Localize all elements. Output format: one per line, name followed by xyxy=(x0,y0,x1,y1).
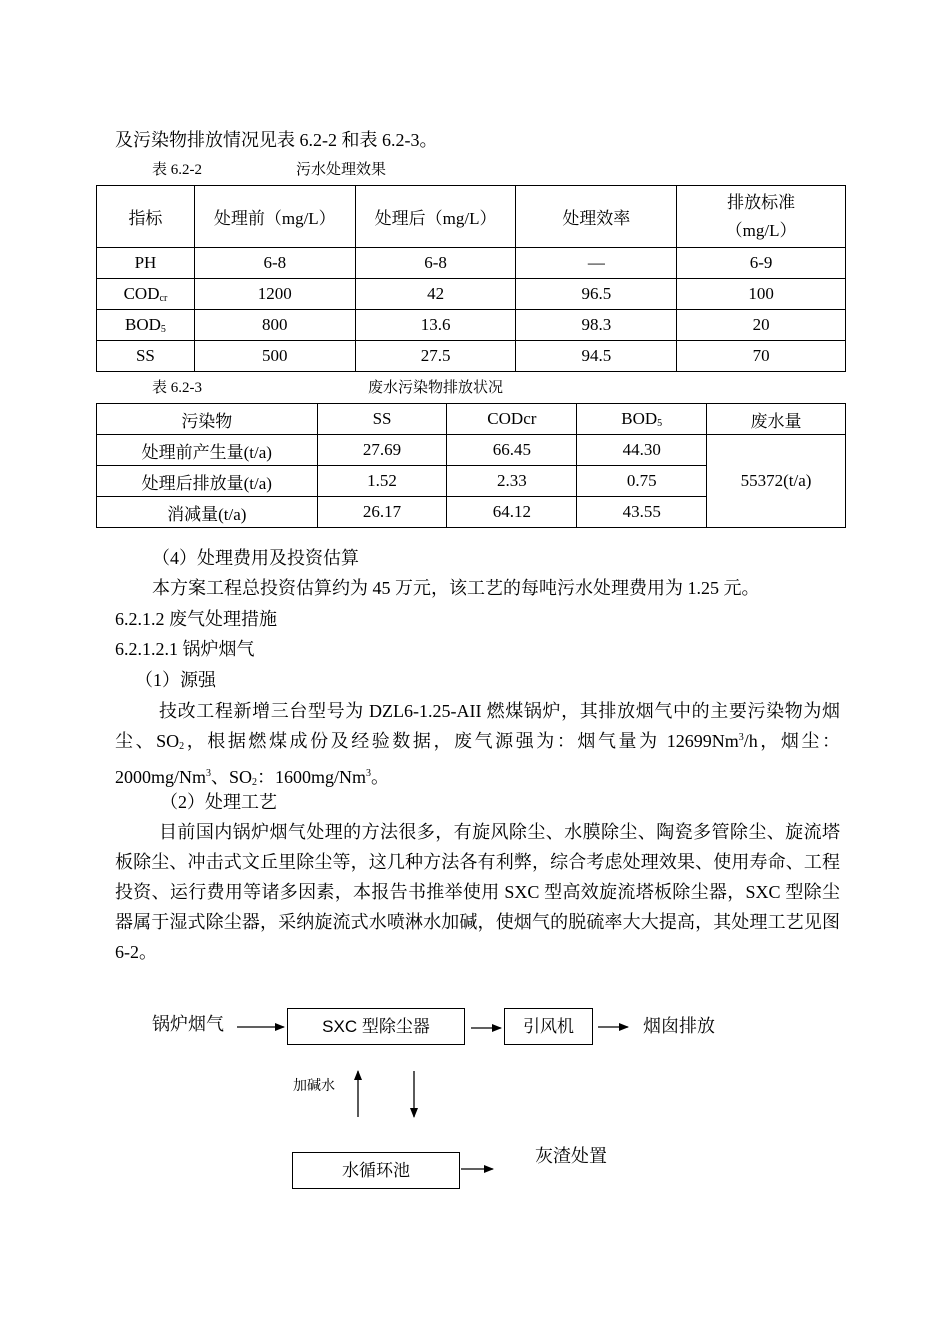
table1-header-indicator: 指标 xyxy=(97,186,195,248)
table2-cell-label: 消减量(t/a) xyxy=(97,497,318,528)
table2-cell-ss: 26.17 xyxy=(317,497,447,528)
table2-header-water: 废水量 xyxy=(707,404,846,435)
flow-input-label: 锅炉烟气 xyxy=(152,1014,224,1034)
cost-paragraph: 本方案工程总投资估算约为 45 万元，该工艺的每吨污水处理费用为 1.25 元。 xyxy=(152,578,760,598)
source-heading: （1）源强 xyxy=(135,670,216,690)
so2-subscript: 2 xyxy=(179,741,185,752)
table1-cell-efficiency: 98.3 xyxy=(516,310,677,341)
so2-subscript: 2 xyxy=(252,777,258,788)
source-text-2: ，根据燃煤成份及经验数据，废气源强为：烟气量为 12699Nm xyxy=(184,731,739,751)
flow-fan-box: 引风机 xyxy=(504,1008,593,1045)
table2-cell-ss: 27.69 xyxy=(317,435,447,466)
table1-cell-standard: 100 xyxy=(677,279,846,310)
table1-cell-efficiency: 94.5 xyxy=(516,341,677,372)
table1-cell-before: 6-8 xyxy=(194,248,355,279)
table1-cell-before: 1200 xyxy=(194,279,355,310)
indicator-name: PH xyxy=(134,253,157,272)
nm3-superscript: 3 xyxy=(738,732,744,743)
table1-header-after: 处理后（mg/L） xyxy=(355,186,516,248)
table1-cell-after: 42 xyxy=(355,279,516,310)
table2-caption-number: 表 6.2-3 xyxy=(152,380,202,396)
source-text-6: 。 xyxy=(371,767,390,787)
table2-cell-bod: 0.75 xyxy=(577,466,707,497)
indicator-name: COD xyxy=(123,284,160,303)
indicator-subscript: 5 xyxy=(160,324,166,335)
source-text-3: /h，烟尘：2000mg/Nm xyxy=(115,731,840,787)
table2-header-cod: CODcr xyxy=(447,404,577,435)
section-heading-6-2-1-2: 6.2.1.2 废气处理措施 xyxy=(115,609,277,629)
table2-cell-bod: 44.30 xyxy=(577,435,707,466)
table1-cell-before: 500 xyxy=(194,341,355,372)
indicator-name: BOD xyxy=(124,315,161,334)
table2-cell-cod: 66.45 xyxy=(447,435,577,466)
table1-header-before: 处理前（mg/L） xyxy=(194,186,355,248)
table2-cell-label: 处理前产生量(t/a) xyxy=(97,435,318,466)
table2-header-ss: SS xyxy=(317,404,447,435)
table1-cell-efficiency: — xyxy=(516,248,677,279)
table2-cell-cod: 2.33 xyxy=(447,466,577,497)
intro-line: 及污染物排放情况见表 6.2-2 和表 6.2-3。 xyxy=(115,130,438,150)
process-paragraph: 目前国内锅炉烟气处理的方法很多，有旋风除尘、水膜除尘、陶瓷多管除尘、旋流塔板除尘、冲击式文丘里除尘等，这几种方法各有利弊，综合考虑处理效果、使用寿命、工程投资、运行费用等诸多因素，本报告书推举使用 SXC 型高效旋流塔板除尘器，SXC 型除尘器属于湿式除尘器，采纳旋流式水喷淋水加碱，使烟气的脱硫率大大提高，其处理工艺见图 6-2。 xyxy=(115,822,840,962)
table2-caption-title: 废水污染物排放状况 xyxy=(368,380,504,396)
table2-cell-water-volume: 55372(t/a) xyxy=(707,435,846,528)
section-heading-6-2-1-2-1: 6.2.1.2.1 锅炉烟气 xyxy=(115,639,255,659)
source-text-1: 技改工程新增三台型号为 DZL6-1.25-AII 燃煤锅炉，其排放烟气中的主要污染物为烟尘、SO xyxy=(115,701,840,751)
table1-cell-after: 6-8 xyxy=(355,248,516,279)
table2-header-pollutant: 污染物 xyxy=(97,404,318,435)
table1-header-standard-line1: 排放标准 xyxy=(727,192,796,212)
table1-caption-number: 表 6.2-2 xyxy=(152,162,202,178)
table1-caption-title: 污水处理效果 xyxy=(296,162,387,178)
nm3-superscript: 3 xyxy=(206,768,212,779)
table2-cell-cod: 64.12 xyxy=(447,497,577,528)
table1-cell-standard: 6-9 xyxy=(677,248,846,279)
bod-label: BOD xyxy=(621,409,658,428)
table1-cell-after: 27.5 xyxy=(355,341,516,372)
table1-cell-standard: 70 xyxy=(677,341,846,372)
source-text-4: 、SO xyxy=(211,767,253,787)
table2-cell-bod: 43.55 xyxy=(577,497,707,528)
indicator-name: SS xyxy=(135,346,155,365)
table2-cell-ss: 1.52 xyxy=(317,466,447,497)
cost-heading: （4）处理费用及投资估算 xyxy=(152,548,359,568)
table1-cell-after: 13.6 xyxy=(355,310,516,341)
table2-cell-label: 处理后排放量(t/a) xyxy=(97,466,318,497)
table1-header-standard-line2: （mg/L） xyxy=(725,220,797,240)
table1-cell-efficiency: 96.5 xyxy=(516,279,677,310)
nm3-superscript: 3 xyxy=(366,768,372,779)
indicator-subscript: cr xyxy=(159,293,168,304)
process-heading: （2）处理工艺 xyxy=(160,792,277,812)
flow-output-label: 烟囱排放 xyxy=(643,1016,715,1036)
flow-pool-box: 水循环池 xyxy=(292,1152,460,1189)
table1-header-efficiency: 处理效率 xyxy=(516,186,677,248)
bod-subscript: 5 xyxy=(657,418,663,429)
table1-cell-before: 800 xyxy=(194,310,355,341)
flow-scrubber-box: SXC 型除尘器 xyxy=(287,1008,465,1045)
table1-cell-standard: 20 xyxy=(677,310,846,341)
flow-ash-label: 灰渣处置 xyxy=(535,1146,607,1166)
flow-alkali-label: 加碱水 xyxy=(293,1077,335,1093)
source-text-5: ：1600mg/Nm xyxy=(257,767,367,787)
